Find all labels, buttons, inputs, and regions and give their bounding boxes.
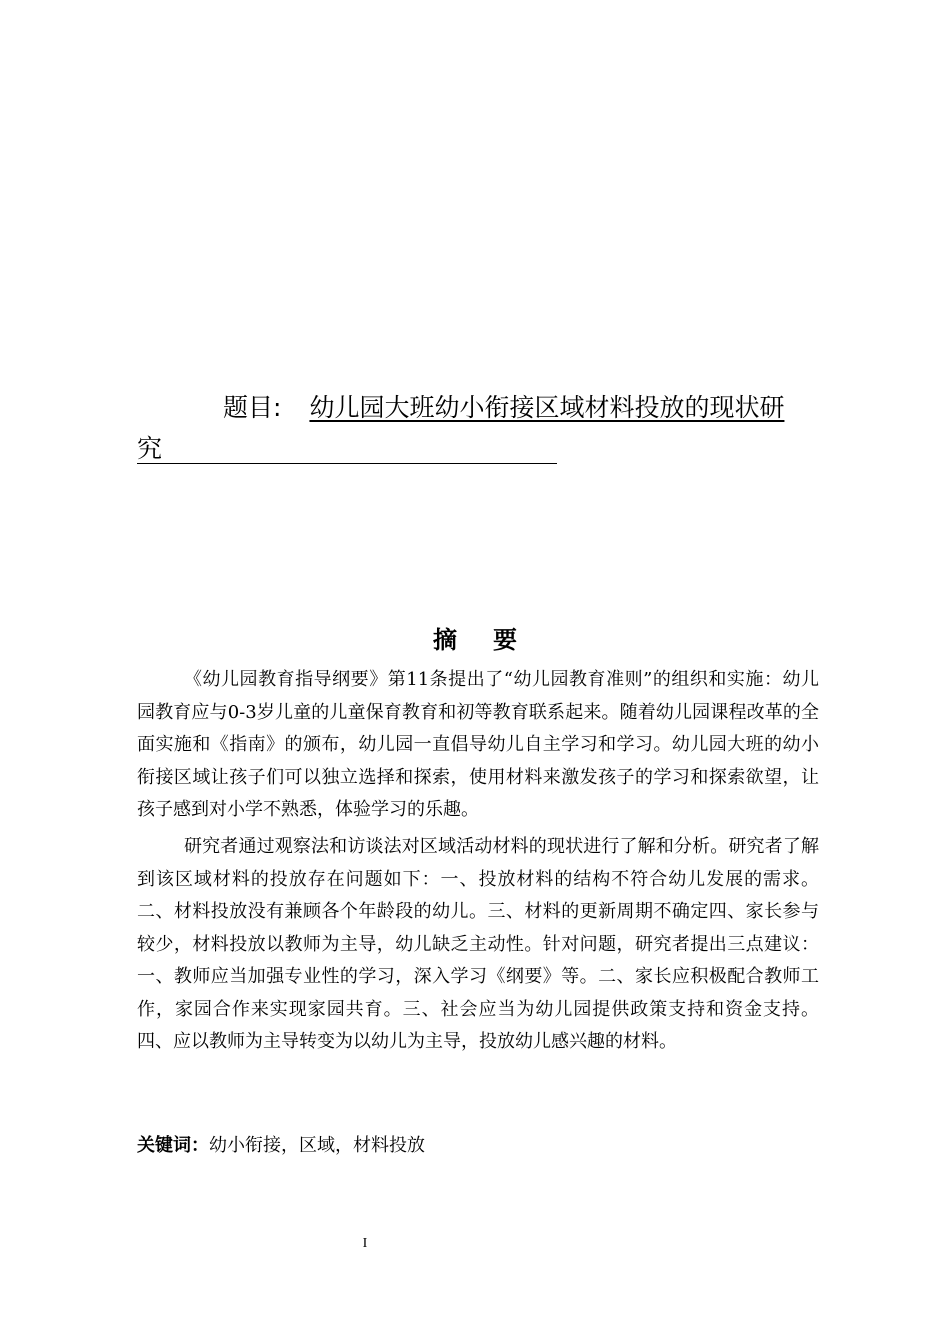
thesis-title-line-1: [223, 390, 784, 426]
title-text-continued: 究: [137, 434, 163, 463]
abstract-heading: 摘要: [433, 626, 553, 654]
keywords-label: 关键词：: [137, 1135, 209, 1156]
abstract-paragraph-1: 《幼儿园教育指导纲要》第11条提出了“幼儿园教育准则”的组织和实施：幼儿园教育应与0-3岁儿童的儿童保育教育和初等教育联系起来。随着幼儿园课程改革的全面实施和《指南》的颁布，幼儿园一直倡导幼儿自主学习和学习。幼儿园大班的幼小衔接区域让孩子们可以独立选择和探索，使用材料来激发孩子的学习和探索欲望，让孩子感到对小学不熟悉，体验学习的乐趣。: [137, 669, 819, 820]
keywords-value: 幼小衔接，区域，材料投放: [209, 1135, 425, 1156]
title-text: 幼儿园大班幼小衔接区域材料投放的现状研: [309, 393, 785, 422]
abstract-paragraph-2: 研究者通过观察法和访谈法对区域活动材料的现状进行了解和分析。研究者了解到该区域材料的投放存在问题如下：一、投放材料的结构不符合幼儿发展的需求。二、材料投放没有兼顾各个年龄段的幼儿。三、材料的更新周期不确定四、家长参与较少，材料投放以教师为主导，幼儿缺乏主动性。针对问题，研究者提出三点建议：一、教师应当加强专业性的学习，深入学习《纲要》等。二、家长应积极配合教师工作，家园合作来实现家园共育。三、社会应当为幼儿园提供政策支持和资金支持。四、应以教师为主导转变为以幼儿为主导，投放幼儿感兴趣的材料。: [137, 836, 819, 1052]
abstract-section-2: [137, 831, 819, 1059]
title-label: 题目:: [223, 393, 282, 422]
thesis-title-line-2: [137, 431, 557, 464]
keywords-line: [137, 1131, 425, 1161]
page-number: I: [362, 1236, 368, 1251]
abstract-section-1: [137, 664, 819, 827]
